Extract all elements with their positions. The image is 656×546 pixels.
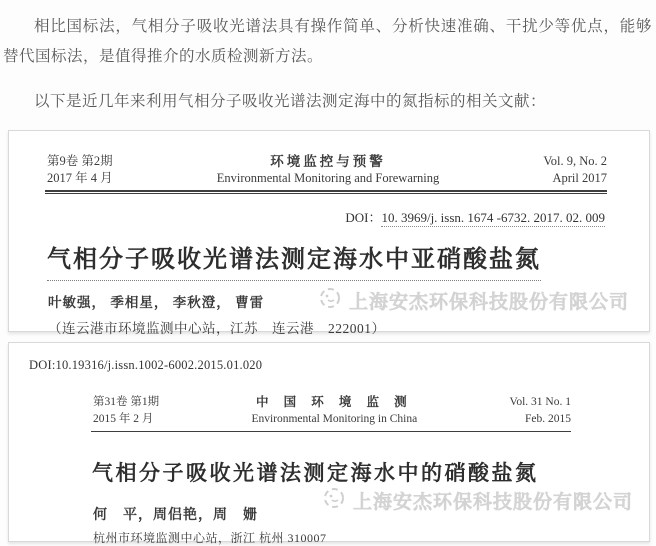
paper1-journal-cn: 环境监控与预警 — [270, 154, 386, 169]
paper1-doi — [9, 207, 605, 226]
paper2-authors: 何 平，周侣艳，周 姗 — [93, 508, 258, 523]
paper1-date-en: April 2017 — [552, 171, 607, 185]
paper2-rule — [91, 431, 571, 432]
paper1-volume-en: Vol. 9, No. 2 — [543, 154, 607, 168]
intro-text — [0, 0, 656, 117]
paper2-journal-en: Environmental Monitoring in China — [251, 413, 418, 425]
intro-paragraph-1: 相比国标法，气相分子吸收光谱法具有操作简单、分析快速准确、干扰少等优点，能够替代国标法，是值得推介的水质检测新方法。 — [3, 18, 652, 65]
paper1-volume-block — [47, 153, 113, 187]
paper2-volume-en: Vol. 31 No. 1 — [509, 396, 571, 408]
paper2-masthead — [93, 394, 571, 428]
paper1-vol-en-block — [543, 153, 607, 187]
paper1-watermark-text: 上海安杰环保科技股份有限公司 — [348, 291, 629, 313]
paper1-masthead — [47, 153, 607, 187]
paper-scan-1 — [8, 130, 650, 336]
paper1-journal-block — [217, 153, 440, 187]
paper1-affiliation: （连云港市环境监测中心站，江苏 连云港 222001） — [48, 321, 386, 336]
paper2-date-en: Feb. 2015 — [524, 413, 571, 425]
paper1-authors: 叶敏强， 季相星， 李秋澄， 曹雷 — [48, 295, 265, 310]
paper-scan-2 — [8, 342, 650, 545]
paper2-watermark-text: 上海安杰环保科技股份有限公司 — [352, 491, 633, 513]
paper2-watermark — [320, 485, 633, 515]
paper1-doi-label: DOI： — [345, 210, 382, 225]
anjie-logo-icon — [320, 485, 348, 515]
paper2-journal-block — [251, 394, 417, 428]
paper2-vol-en-block — [510, 394, 571, 428]
intro-paragraph-2: 以下是近几年来利用气相分子吸收光谱法测定海中的氮指标的相关文献： — [34, 93, 547, 110]
paper1-double-rule — [45, 190, 607, 194]
paper2-affiliation: 杭州市环境监测中心站，浙江 杭州 310007 — [93, 531, 327, 545]
anjie-logo-icon — [316, 285, 344, 315]
paper1-date-cn: 2017 年 4 月 — [47, 171, 113, 185]
paper2-title: 气相分子吸收光谱法测定海水中的硝酸盐氮 — [92, 461, 539, 485]
paper1-doi-number: 10. 3969/j. issn. 1674 -6732. 2017. 02. 009 — [381, 210, 605, 225]
paper1-volume-cn: 第9卷 第2期 — [47, 154, 113, 168]
paper2-date-cn: 2015 年 2 月 — [93, 413, 154, 425]
paper2-doi: DOI:10.19316/j.issn.1002-6002.2015.01.020 — [29, 358, 263, 372]
paper1-journal-en: Environmental Monitoring and Forewarning — [216, 171, 440, 185]
paper1-title: 气相分子吸收光谱法测定海水中亚硝酸盐氮 — [47, 239, 541, 281]
paper2-journal-cn: 中 国 环 境 监 测 — [256, 395, 413, 409]
paper1-watermark — [316, 285, 629, 315]
paper2-volume-cn: 第31卷 第1期 — [93, 396, 160, 408]
paper2-volume-block — [93, 394, 159, 428]
